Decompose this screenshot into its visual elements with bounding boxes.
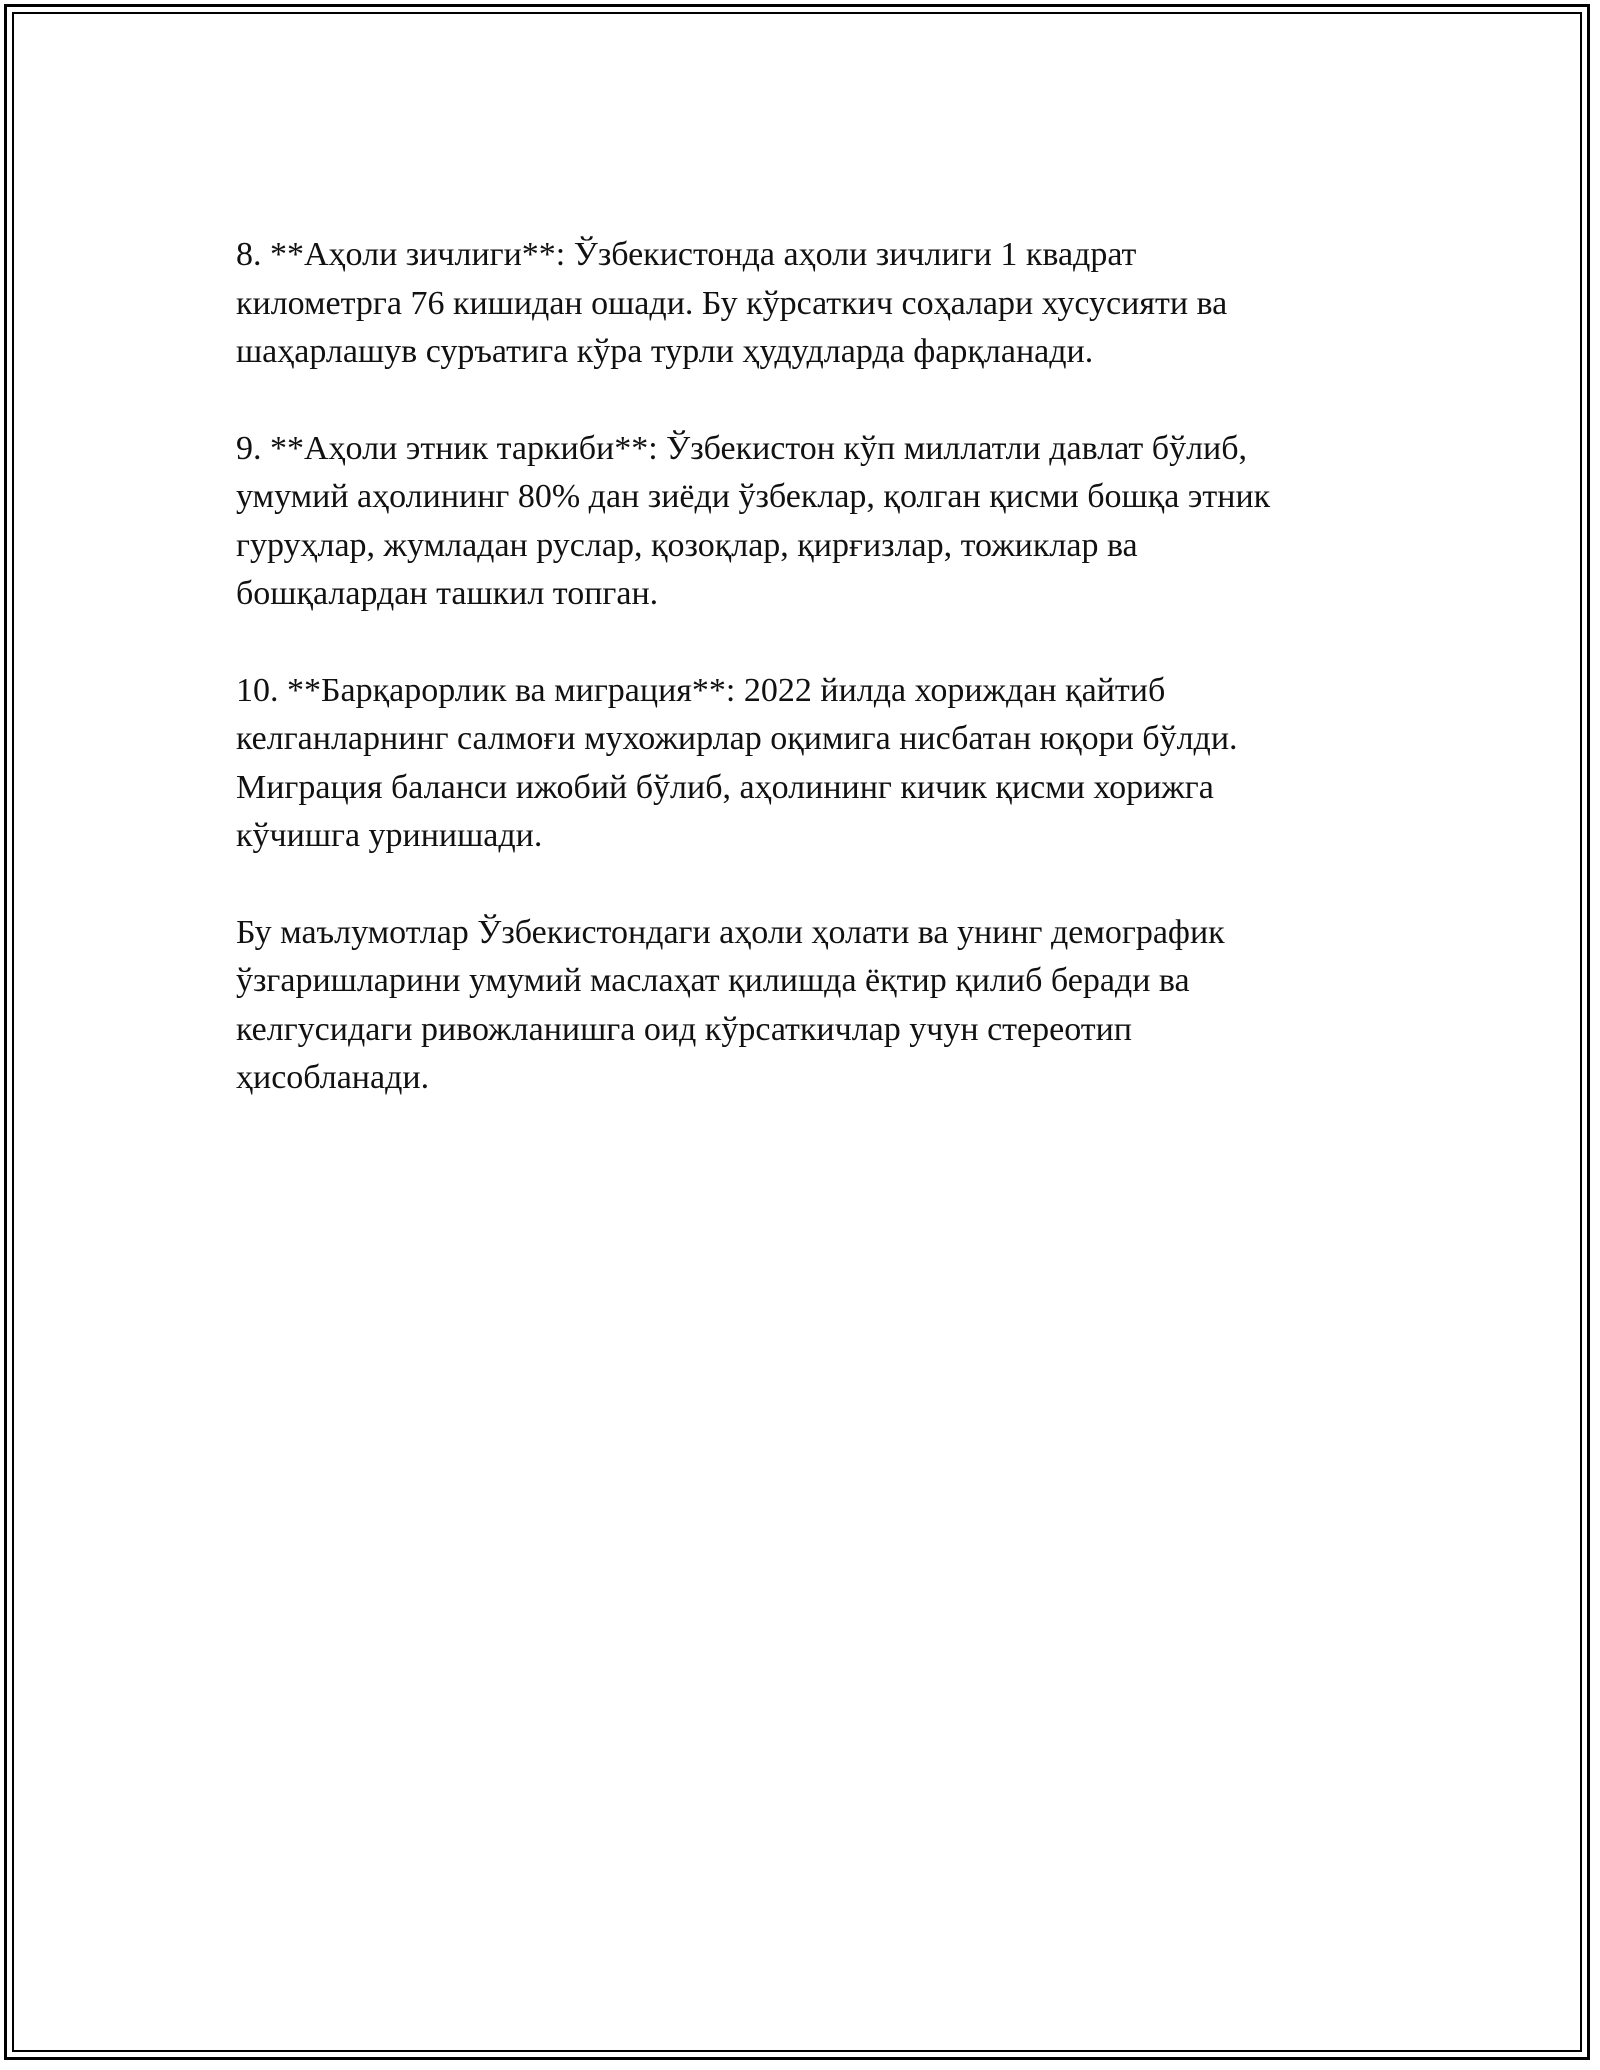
document-body: [236, 231, 1366, 1151]
paragraph-stability-migration: 10. **Барқарорлик ва миграция**: 2022 йилда хориждан қайтиб келганларнинг салмоғи мухожирлар оқимига нисбатан юқори бўлди. Миграция баланси ижобий бўлиб, аҳолининг кичик қисми хорижга кўчишга уринишади.: [236, 671, 1238, 854]
paragraph-conclusion: Бу маълумотлар Ўзбекистондаги аҳоли ҳолати ва унинг демографик ўзгаришларини умумий маслаҳат қилишда ёқтир қилиб беради ва келгусидаги ривожланишга оид кўрсаткичлар учун стереотип ҳисобланади.: [236, 913, 1225, 1096]
paragraph-ethnic-composition: 9. **Аҳоли этник таркиби**: Ўзбекистон кўп миллатли давлат бўлиб, умумий аҳолининг 80% дан зиёди ўзбеклар, қолган қисми бошқа этник гуруҳлар, жумладан руслар, қозоқлар, қирғизлар, тожиклар ва бошқалардан ташкил топган.: [236, 429, 1271, 612]
paragraph-population-density: 8. **Аҳоли зичлиги**: Ўзбекистонда аҳоли зичлиги 1 квадрат километрга 76 кишидан ошади. Бу кўрсаткич соҳалари хусусияти ва шаҳарлашув суръатига кўра турли ҳудудларда фарқланади.: [236, 236, 1228, 370]
